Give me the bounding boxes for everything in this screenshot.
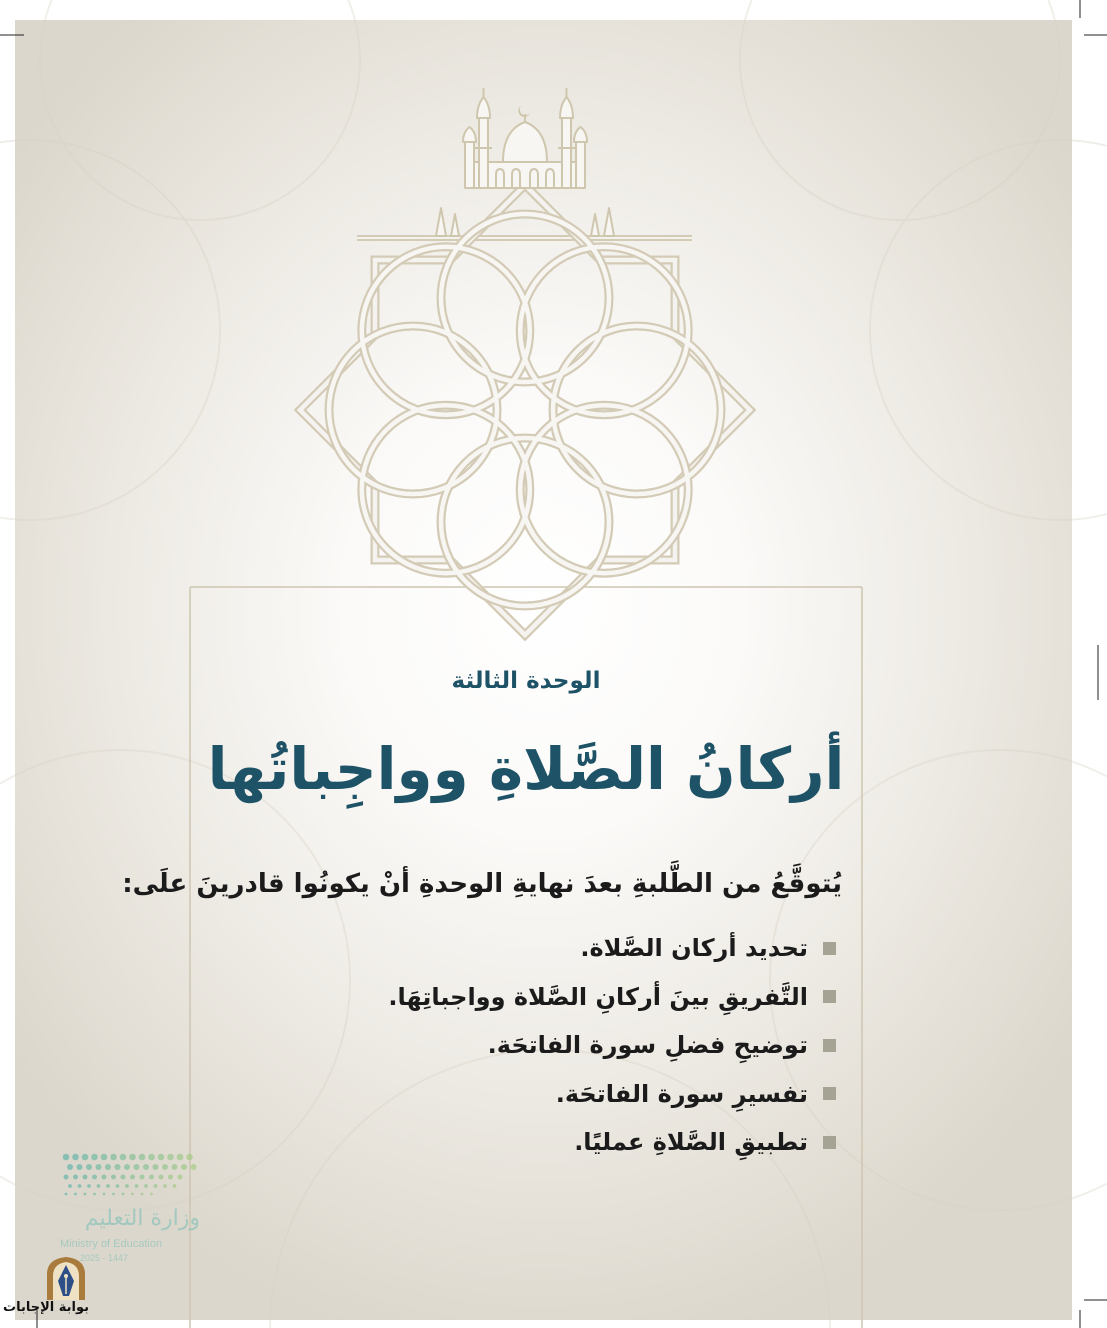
logo-dot	[122, 1193, 125, 1196]
bg-arc	[40, 0, 360, 220]
logo-dot	[106, 1184, 110, 1188]
logo-dot	[177, 1154, 184, 1161]
logo-dot	[101, 1154, 108, 1161]
logo-dot	[163, 1184, 167, 1188]
list-item	[388, 1021, 836, 1070]
spire	[451, 214, 459, 236]
mosque-left-minaret	[479, 118, 488, 188]
mosque-main-dome	[503, 122, 547, 162]
logo-dot	[103, 1193, 106, 1196]
list-item	[388, 973, 836, 1022]
logo-dot	[135, 1184, 139, 1188]
logo-dot	[149, 1175, 154, 1180]
logo-dot	[134, 1164, 140, 1170]
logo-dot	[102, 1175, 107, 1180]
objective-text: التَّفريقِ بينَ أركانِ الصَّلاة وواجباتِهَا.	[388, 982, 808, 1011]
logo-dot	[124, 1164, 130, 1170]
eight-point-star-rosette-icon	[300, 185, 750, 635]
logo-dot	[67, 1164, 73, 1170]
logo-dot	[150, 1193, 153, 1196]
arch-pen-nib-icon	[44, 1256, 88, 1300]
watermark-ministry-arabic: وزارة التعليم	[84, 1206, 200, 1231]
logo-dot	[178, 1175, 183, 1180]
mosque-right-tower	[576, 142, 585, 188]
logo-dot	[112, 1193, 115, 1196]
watermark-ministry-english: Ministry of Education	[60, 1238, 163, 1250]
logo-dot	[143, 1164, 149, 1170]
watermark-year: 2025 - 1447	[80, 1253, 129, 1263]
star-outline	[300, 185, 750, 635]
square-bullet-icon	[823, 1039, 836, 1052]
square-bullet-icon	[823, 942, 836, 955]
objectives-intro: يُتوقَّعُ من الطَّلبةِ بعدَ نهايةِ الوحدةِ أنْ يكونُوا قادرينَ علَى:	[122, 869, 842, 899]
logo-dot	[73, 1175, 78, 1180]
objective-text: تطبيقِ الصَّلاةِ عمليًا.	[574, 1128, 808, 1157]
objectives-list	[388, 924, 836, 1167]
logo-dot	[96, 1164, 102, 1170]
logo-dot	[121, 1175, 126, 1180]
bg-arc	[740, 0, 1060, 220]
logo-dot	[167, 1154, 174, 1161]
spire	[591, 214, 599, 236]
logo-dot	[72, 1154, 79, 1161]
crescent-icon	[518, 106, 530, 117]
logo-dot	[110, 1154, 117, 1161]
logo-dot	[68, 1184, 72, 1188]
logo-dot	[148, 1154, 155, 1161]
bg-arc	[0, 750, 350, 1210]
objective-text: تحديد أركان الصَّلاة.	[580, 934, 808, 963]
logo-dot	[65, 1193, 68, 1196]
spire	[436, 208, 446, 236]
logo-dot	[191, 1164, 197, 1170]
logo-dot	[82, 1154, 89, 1161]
list-item	[388, 1070, 836, 1119]
square-bullet-icon	[823, 1136, 836, 1149]
list-item	[388, 1118, 836, 1167]
logo-dot	[186, 1154, 193, 1161]
logo-dot	[63, 1154, 70, 1161]
logo-dot	[168, 1175, 173, 1180]
mosque-left-tower	[465, 142, 474, 188]
logo-dot	[140, 1175, 145, 1180]
unit-title: أركانُ الصَّلاةِ وواجِباتُها	[207, 735, 845, 803]
logo-dot	[77, 1164, 83, 1170]
logo-dot	[74, 1193, 77, 1196]
square-bullet-icon	[823, 990, 836, 1003]
logo-dot	[154, 1184, 158, 1188]
list-item	[388, 924, 836, 973]
logo-dot	[93, 1193, 96, 1196]
logo-dot	[130, 1175, 135, 1180]
logo-dot	[120, 1154, 127, 1161]
mosque-hall	[474, 162, 576, 188]
logo-dot	[86, 1164, 92, 1170]
logo-dot	[129, 1154, 136, 1161]
logo-dot	[131, 1193, 134, 1196]
logo-dot	[116, 1184, 120, 1188]
logo-dot	[173, 1184, 177, 1188]
logo-dot	[97, 1184, 101, 1188]
logo-dot	[111, 1175, 116, 1180]
ministry-dots-logo-icon	[60, 1150, 200, 1198]
mosque-right-minaret	[562, 118, 571, 188]
logo-dot	[158, 1154, 165, 1161]
logo-dot	[92, 1175, 97, 1180]
logo-dot	[153, 1164, 159, 1170]
logo-dot	[181, 1164, 187, 1170]
spire	[604, 208, 614, 236]
square-bullet-icon	[823, 1087, 836, 1100]
bg-arc	[870, 140, 1107, 520]
unit-label: الوحدة الثالثة	[451, 668, 601, 694]
logo-dot	[159, 1175, 164, 1180]
objective-text: تفسيرِ سورة الفاتحَة.	[555, 1079, 808, 1108]
logo-dot	[141, 1193, 144, 1196]
logo-dot	[144, 1184, 148, 1188]
logo-dot	[172, 1164, 178, 1170]
logo-dot	[84, 1193, 87, 1196]
logo-dot	[139, 1154, 146, 1161]
portal-badge-label: بوابة الإجابات	[3, 1300, 89, 1315]
logo-dot	[105, 1164, 111, 1170]
logo-dot	[125, 1184, 129, 1188]
objective-text: توضيحِ فضلِ سورة الفاتحَة.	[487, 1031, 808, 1060]
logo-dot	[87, 1184, 91, 1188]
logo-dot	[162, 1164, 168, 1170]
bg-arc	[0, 140, 220, 520]
logo-dot	[115, 1164, 121, 1170]
logo-dot	[64, 1175, 69, 1180]
logo-dot	[83, 1175, 88, 1180]
logo-dot	[78, 1184, 82, 1188]
logo-dot	[91, 1154, 98, 1161]
